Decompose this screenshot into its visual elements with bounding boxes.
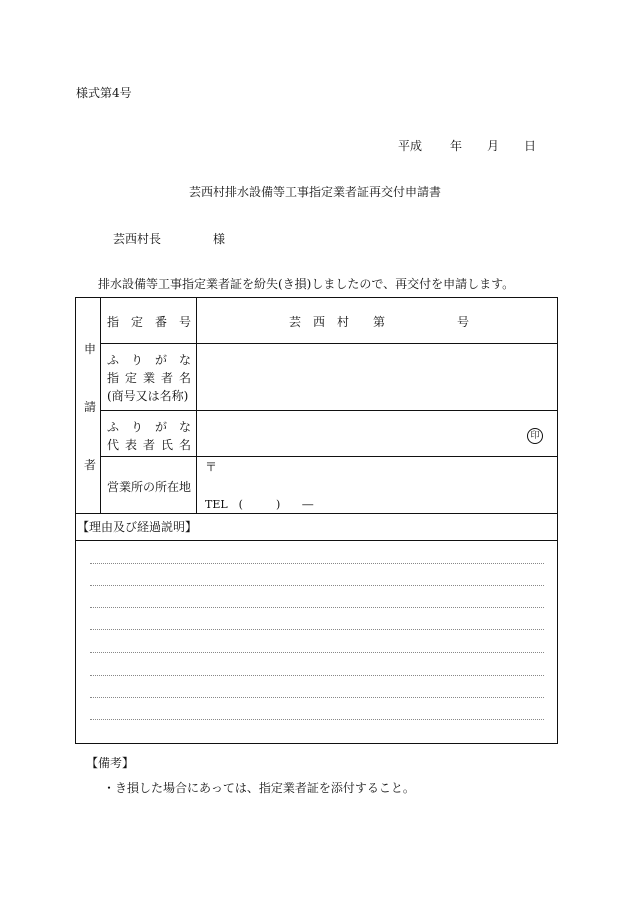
date-line (398, 137, 536, 154)
company-name-note: (商号又は名称) (107, 389, 189, 403)
designation-number-field[interactable]: 芸 西 村 第 号 (289, 315, 470, 329)
addressee (113, 230, 225, 247)
reason-line[interactable] (90, 675, 544, 676)
company-furigana-label: ふ り が な (107, 353, 192, 367)
reason-line[interactable] (90, 697, 544, 698)
addressee-name: 芸西村長 (113, 232, 162, 246)
postal-mark: 〒 (205, 460, 218, 474)
company-name-label: 指定業者名 (107, 371, 198, 385)
row-divider (76, 513, 557, 514)
applicant-label-char: 者 (84, 458, 97, 472)
row-divider (100, 343, 557, 344)
row-divider (100, 456, 557, 457)
label-column-divider (196, 298, 197, 513)
representative-name-label: 代表者氏名 (107, 438, 198, 452)
date-month: 月 (487, 139, 500, 153)
reason-line[interactable] (90, 607, 544, 608)
intro-statement: 排水設備等工事指定業者証を紛失(き損)しましたので、再交付を申請します。 (98, 277, 515, 291)
applicant-label-char: 請 (84, 400, 97, 414)
tel-field[interactable]: TEL ( ) ― (205, 498, 314, 511)
representative-furigana-label: ふ り が な (107, 420, 192, 434)
reason-line[interactable] (90, 629, 544, 630)
form-number: 様式第4号 (76, 86, 132, 100)
reason-line[interactable] (90, 563, 544, 564)
row-divider (100, 410, 557, 411)
office-address-label: 営業所の所在地 (107, 480, 192, 494)
date-day: 日 (524, 139, 537, 153)
applicant-column-divider (100, 298, 101, 513)
designation-number-label: 指 定 番 号 (107, 315, 192, 329)
row-divider (76, 540, 557, 541)
application-table (75, 297, 558, 744)
reason-label: 【理由及び経過説明】 (77, 520, 198, 534)
reason-line[interactable] (90, 719, 544, 720)
reason-line[interactable] (90, 652, 544, 653)
document-title: 芸西村排水設備等工事指定業者証再交付申請書 (188, 185, 441, 199)
addressee-honorific: 様 (213, 232, 226, 246)
remarks-item: ・き損した場合にあっては、指定業者証を添付すること。 (103, 781, 415, 795)
date-era: 平成 (398, 139, 423, 153)
seal-mark-icon: 印 (527, 428, 543, 444)
reason-line[interactable] (90, 585, 544, 586)
remarks-heading: 【備考】 (86, 756, 135, 770)
applicant-label-char: 申 (84, 342, 97, 356)
date-year: 年 (450, 139, 463, 153)
